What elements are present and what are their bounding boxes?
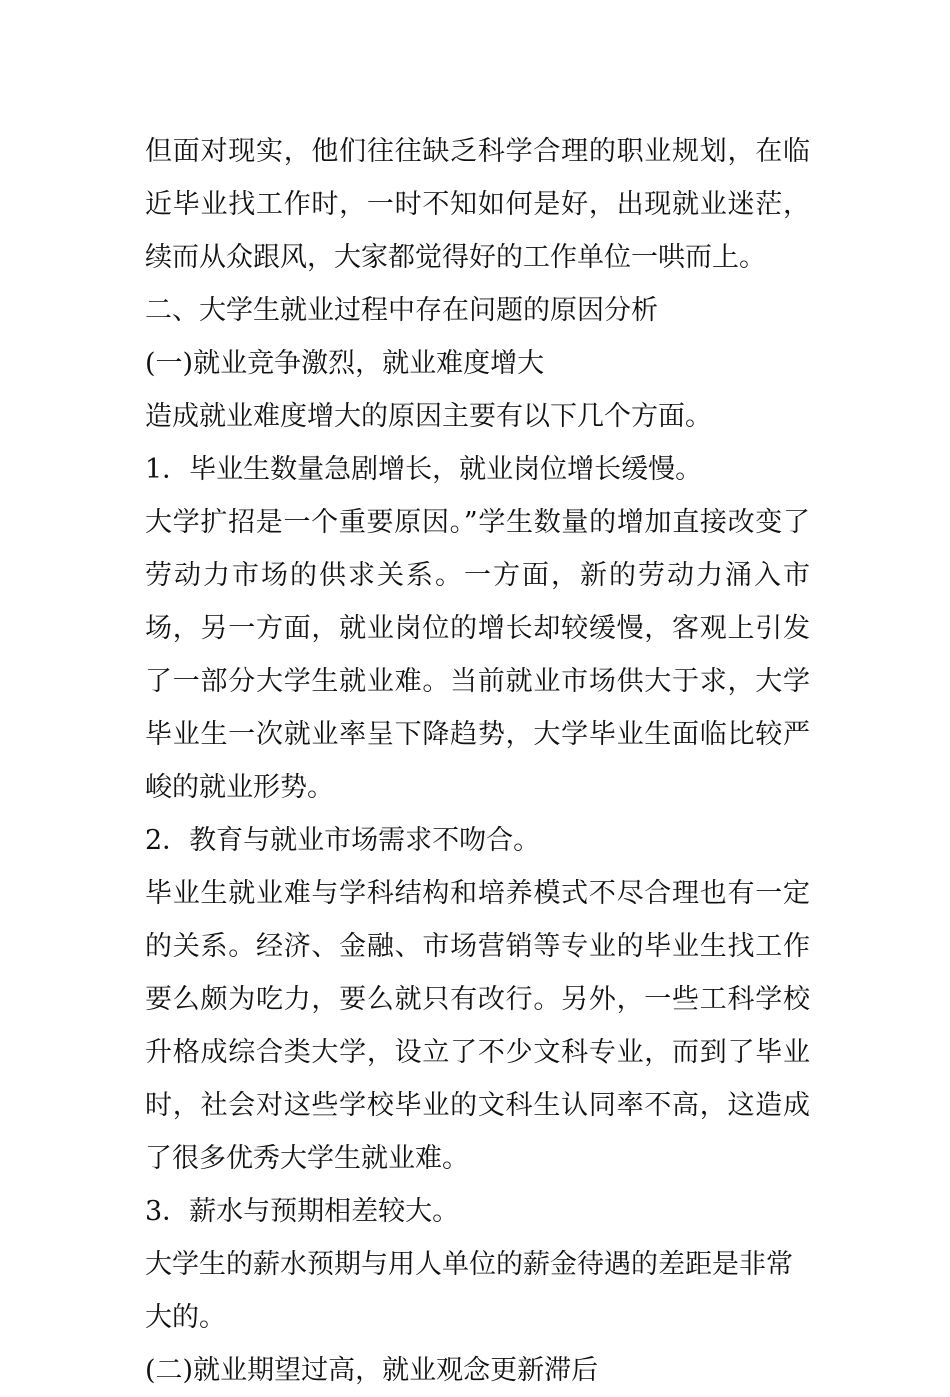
body-paragraph: 毕业生就业难与学科结构和培养模式不尽合理也有一定的关系。经济、金融、市场营销等专业的毕业生找工作要么颇为吃力，要么就只有改行。另外，一些工科学校升格成综合类大学，设立了不少文科专业，而到了毕业时，社会对这些学校毕业的文科生认同率不高，这造成了很多优秀大学生就业难。 (145, 878, 810, 1174)
body-paragraph: 大学扩招是一个重要原因。”学生数量的增加直接改变了劳动力市场的供求关系。一方面，新的劳动力涌入市场，另一方面，就业岗位的增长却较缓慢，客观上引发了一部分大学生就业难。当前就业市场供大于求，大学毕业生一次就业率呈下降趋势，大学毕业生面临比较严峻的就业形势。 (145, 507, 810, 803)
subsection-heading: (一)就业竞争激烈，就业难度增大 (145, 348, 545, 379)
numbered-item-heading: 3．薪水与预期相差较大。 (145, 1196, 460, 1227)
subsection-heading: (二)就业期望过高，就业观念更新滞后 (145, 1355, 599, 1386)
numbered-item-heading: 2．教育与就业市场需求不吻合。 (145, 825, 541, 856)
body-paragraph: 大学生的薪水预期与用人单位的薪金待遇的差距是非常大的。 (145, 1249, 793, 1333)
body-paragraph: 但面对现实，他们往往缺乏科学合理的职业规划，在临近毕业找工作时，一时不知如何是好，出现就业迷茫，续而从众跟风，大家都觉得好的工作单位一哄而上。 (145, 136, 810, 273)
section-heading: 二、大学生就业过程中存在问题的原因分析 (145, 295, 658, 326)
document-body (145, 125, 810, 1397)
numbered-item-heading: 1．毕业生数量急剧增长，就业岗位增长缓慢。 (145, 454, 703, 485)
body-paragraph: 造成就业难度增大的原因主要有以下几个方面。 (145, 401, 712, 432)
